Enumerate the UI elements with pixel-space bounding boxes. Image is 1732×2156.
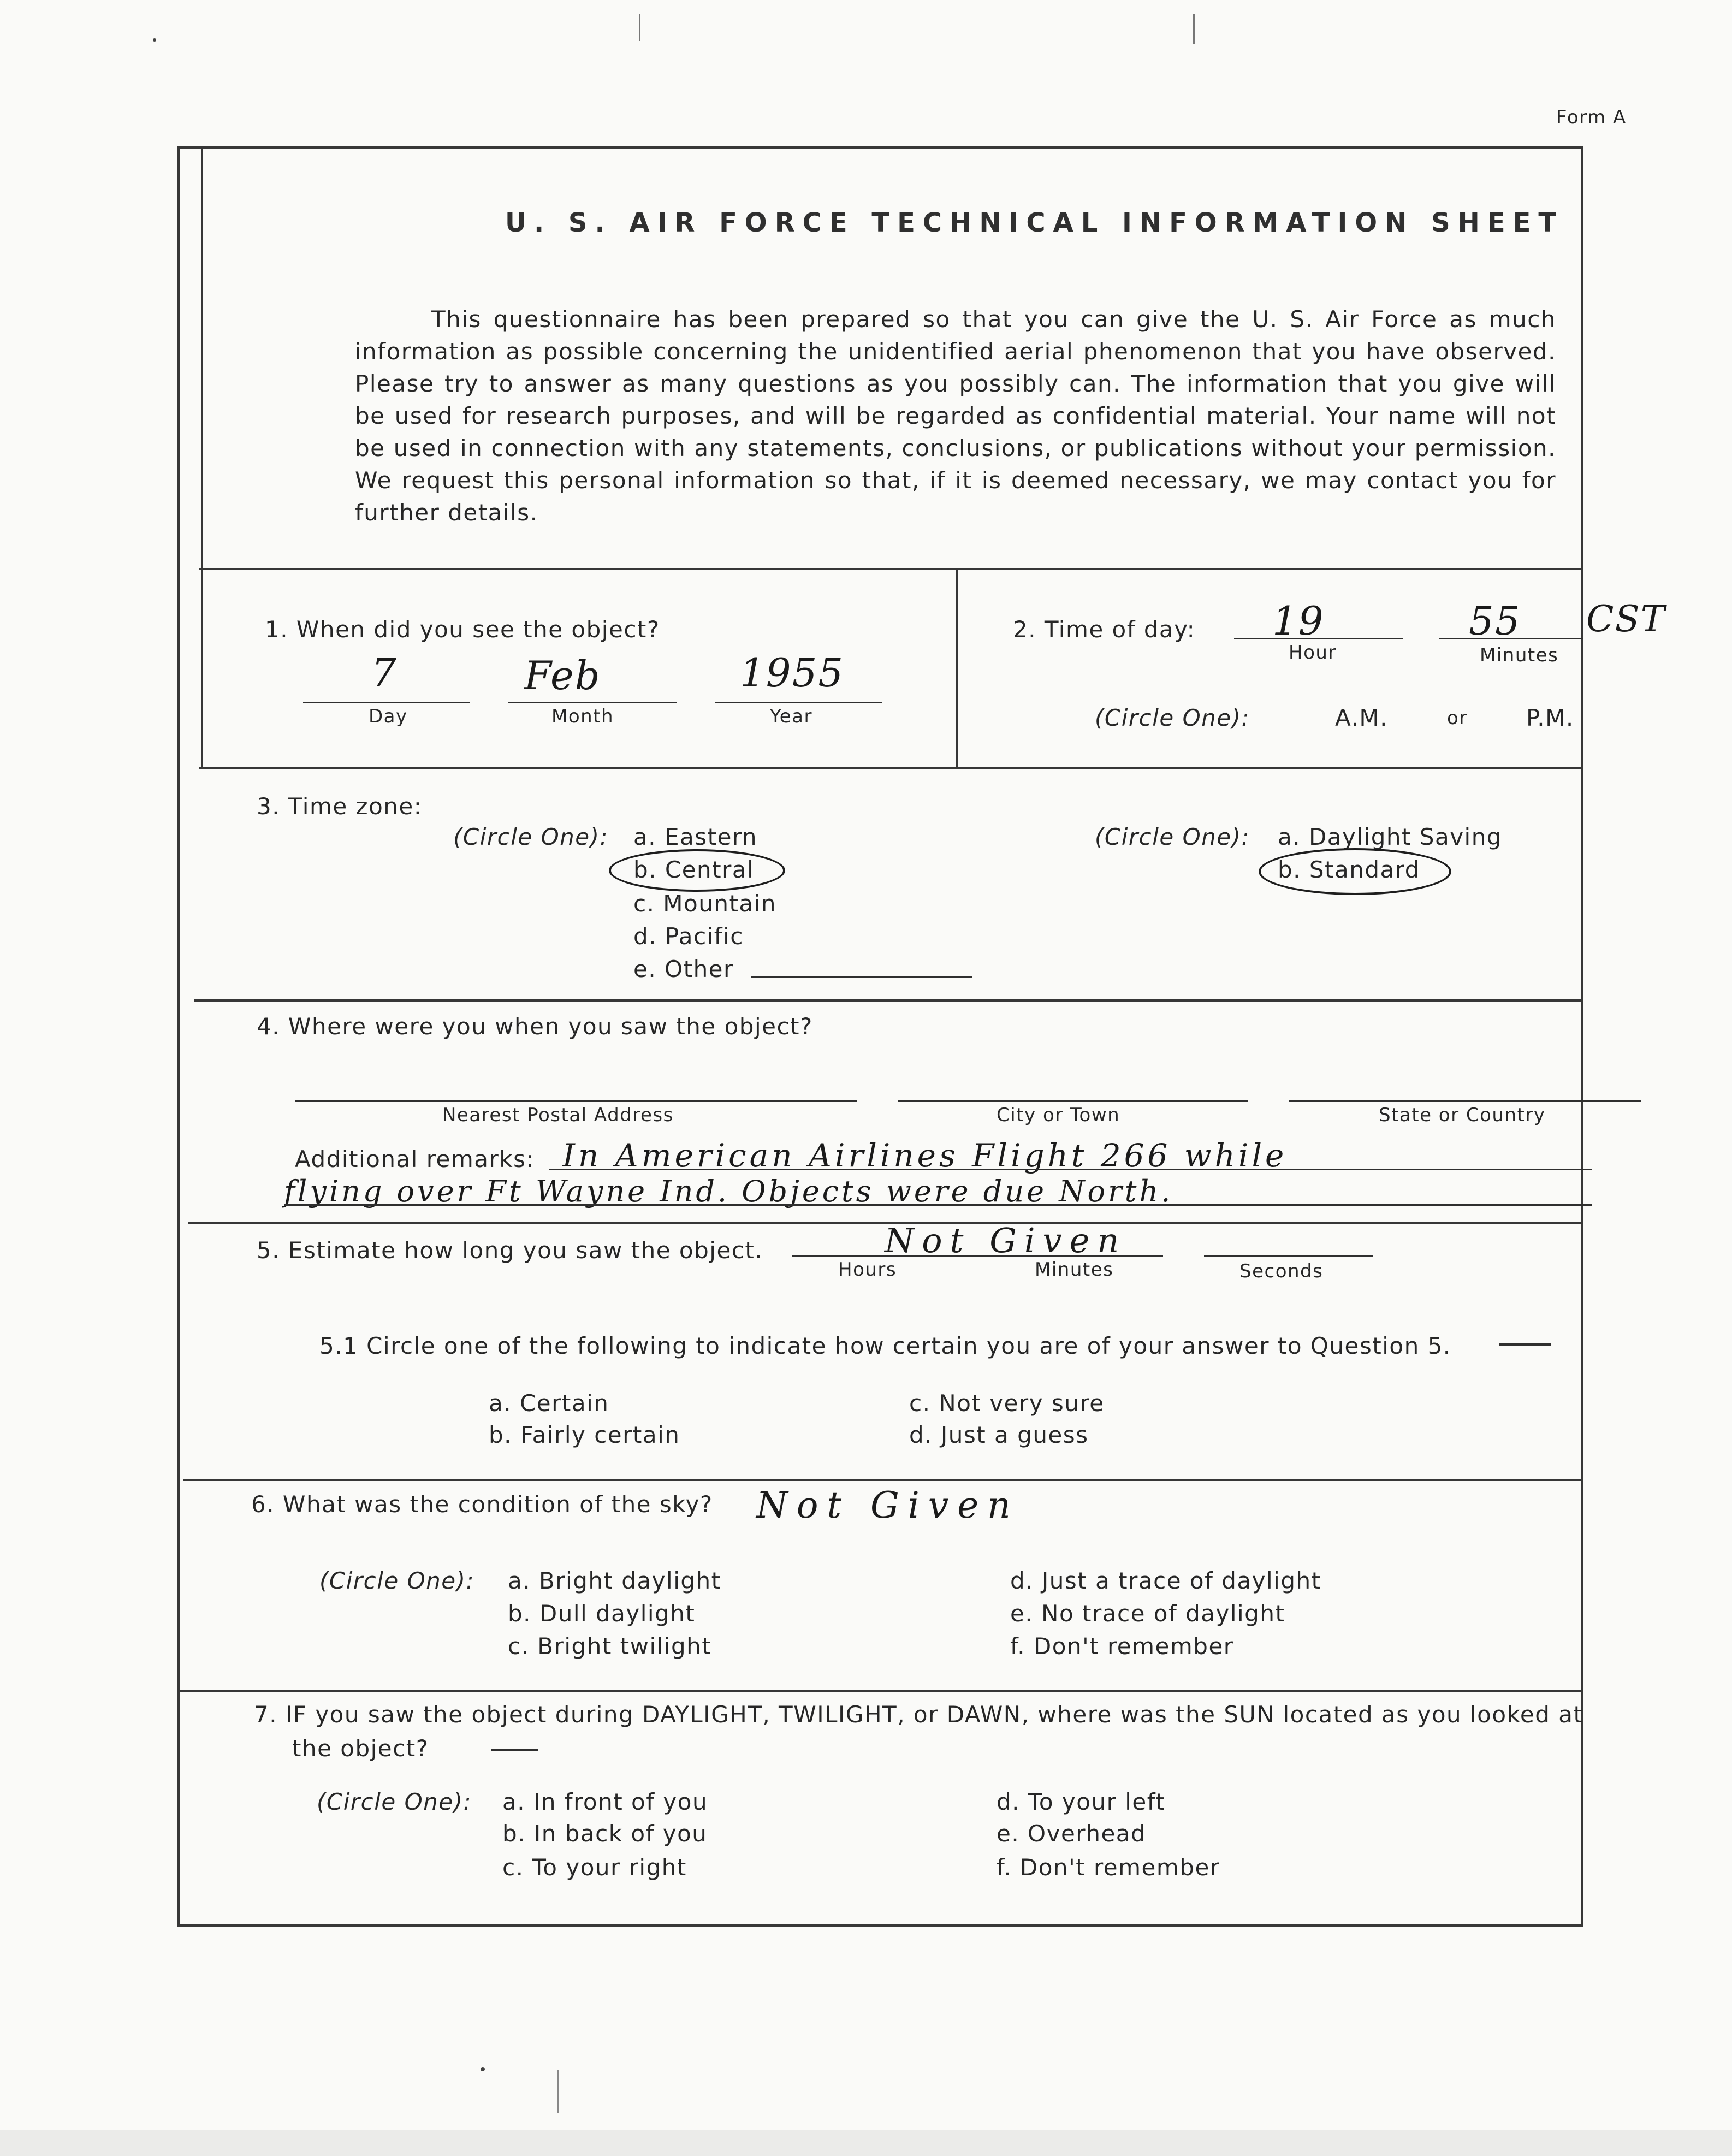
- q2-hour-label: Hour: [1289, 642, 1337, 664]
- q3-standard-selection-circle: [1259, 848, 1451, 895]
- q51-option-just-a-guess[interactable]: d. Just a guess: [909, 1421, 1089, 1448]
- q2-circle-one: (Circle One):: [1095, 704, 1250, 731]
- q6-question: 6. What was the condition of the sky?: [251, 1491, 713, 1518]
- scan-edge: [0, 2130, 1732, 2156]
- q7-option-in-back[interactable]: b. In back of you: [502, 1820, 708, 1847]
- q5-duration-line: [792, 1255, 1163, 1257]
- q1-month-value[interactable]: Feb: [524, 653, 601, 698]
- q3-circle-one: (Circle One):: [453, 824, 609, 850]
- q2-question: 2. Time of day:: [1013, 616, 1196, 643]
- q4-state-label: State or Country: [1379, 1104, 1546, 1126]
- q6-option-no-trace[interactable]: e. No trace of daylight: [1010, 1600, 1285, 1627]
- q5-hours-label: Hours: [838, 1259, 897, 1281]
- q1-year-value[interactable]: 1955: [740, 650, 845, 696]
- divider: [199, 568, 1583, 570]
- q3-other-line: [751, 976, 972, 978]
- q4-remarks-line2[interactable]: flying over Ft Wayne Ind. Objects were due North.: [284, 1174, 1173, 1209]
- q2-minutes-line: [1439, 638, 1583, 639]
- q4-remarks-underline1: [549, 1169, 1592, 1170]
- divider: [199, 767, 1583, 769]
- q2-hour-value[interactable]: 19: [1272, 598, 1325, 644]
- q1-day-line: [303, 702, 470, 703]
- q3-option-other[interactable]: e. Other: [633, 956, 734, 982]
- q3-question: 3. Time zone:: [257, 793, 423, 820]
- q6-option-dull-daylight[interactable]: b. Dull daylight: [508, 1600, 696, 1627]
- q1-month-line: [508, 702, 677, 703]
- q7-option-overhead[interactable]: e. Overhead: [997, 1820, 1147, 1847]
- q3-option-eastern[interactable]: a. Eastern: [633, 824, 758, 850]
- q2-pm-option[interactable]: P.M.: [1526, 704, 1574, 731]
- divider: [180, 1690, 1583, 1692]
- q4-remarks-underline2: [284, 1204, 1592, 1206]
- q5-answer[interactable]: Not Given: [885, 1221, 1127, 1260]
- q1-year-label: Year: [770, 706, 812, 727]
- q7-option-dont-remember[interactable]: f. Don't remember: [997, 1854, 1220, 1881]
- q7-option-in-front[interactable]: a. In front of you: [502, 1788, 708, 1815]
- q51-question: 5.1 Circle one of the following to indicate how certain you are of your answer to Question 5.: [319, 1332, 1451, 1359]
- q4-state-line: [1289, 1100, 1641, 1102]
- page-title: U. S. AIR FORCE TECHNICAL INFORMATION SHEET: [505, 208, 1564, 238]
- q2-zone-note: CST: [1586, 598, 1666, 640]
- scan-mark: [1193, 14, 1195, 44]
- q6-circle-one: (Circle One):: [319, 1567, 475, 1594]
- divider-vertical: [956, 568, 958, 767]
- divider: [183, 1479, 1583, 1481]
- scan-mark: [557, 2070, 559, 2113]
- q4-city-line: [898, 1100, 1248, 1102]
- q1-month-label: Month: [551, 706, 614, 727]
- q4-city-label: City or Town: [997, 1104, 1120, 1126]
- arrow-line-icon: [1499, 1343, 1551, 1346]
- divider: [194, 999, 1583, 1002]
- q2-minutes-value[interactable]: 55: [1469, 598, 1521, 644]
- q3-option-mountain[interactable]: c. Mountain: [633, 890, 776, 917]
- q4-question: 4. Where were you when you saw the object?: [257, 1013, 813, 1040]
- q6-answer[interactable]: Not Given: [756, 1484, 1019, 1526]
- scan-speck: [481, 2067, 485, 2071]
- q5-seconds-line: [1204, 1255, 1373, 1257]
- q3-circle-one-2: (Circle One):: [1095, 824, 1250, 850]
- q5-minutes-label: Minutes: [1035, 1259, 1114, 1281]
- q51-option-fairly-certain[interactable]: b. Fairly certain: [489, 1421, 680, 1448]
- q4-remarks-line1[interactable]: In American Airlines Flight 266 while: [562, 1137, 1288, 1174]
- q3-central-selection-circle: [609, 849, 785, 892]
- q4-postal-line: [295, 1100, 857, 1102]
- form-label: Form A: [1556, 106, 1627, 128]
- q5-seconds-label: Seconds: [1239, 1260, 1324, 1282]
- q3-option-standard[interactable]: b. Standard: [1278, 856, 1420, 883]
- q7-option-right[interactable]: c. To your right: [502, 1854, 687, 1881]
- q1-question: 1. When did you see the object?: [265, 616, 660, 643]
- q6-option-dont-remember[interactable]: f. Don't remember: [1010, 1633, 1234, 1660]
- q6-option-bright-twilight[interactable]: c. Bright twilight: [508, 1633, 712, 1660]
- q4-postal-label: Nearest Postal Address: [442, 1104, 674, 1126]
- q3-option-central[interactable]: b. Central: [633, 856, 755, 883]
- q4-remarks-label: Additional remarks:: [295, 1146, 535, 1172]
- q51-option-not-very-sure[interactable]: c. Not very sure: [909, 1390, 1105, 1417]
- q6-option-trace-of-daylight[interactable]: d. Just a trace of daylight: [1010, 1567, 1321, 1594]
- intro-paragraph: This questionnaire has been prepared so that you can give the U. S. Air Force as much information as possible concerning the unidentified aerial phenomenon that you have observed. Please try to answer as many questions as you possibly can. The information that you give will be used for research purposes, and will be regarded as confidential material. Your name will not be used in connection with any statements, conclusions, or publications without your permission. We request this personal information so that, if it is deemed necessary, we may contact you for further details.: [355, 306, 1556, 526]
- q1-year-line: [715, 702, 882, 703]
- q1-day-value[interactable]: 7: [371, 650, 398, 696]
- scan-mark: [639, 14, 640, 41]
- q7-option-left[interactable]: d. To your left: [997, 1788, 1166, 1815]
- q6-option-bright-daylight[interactable]: a. Bright daylight: [508, 1567, 721, 1594]
- q2-or: or: [1447, 707, 1468, 729]
- q7-question-line2: the object?: [292, 1735, 429, 1762]
- q51-option-certain[interactable]: a. Certain: [489, 1390, 609, 1417]
- q2-hour-line: [1234, 638, 1403, 639]
- q1-day-label: Day: [369, 706, 408, 727]
- q2-minutes-label: Minutes: [1480, 644, 1559, 666]
- q7-question-line1: 7. IF you saw the object during DAYLIGHT, TWILIGHT, or DAWN, where was the SUN located as you looked at: [254, 1701, 1583, 1728]
- q5-question: 5. Estimate how long you saw the object.: [257, 1237, 763, 1264]
- q3-option-pacific[interactable]: d. Pacific: [633, 923, 744, 950]
- divider-vertical: [201, 146, 203, 769]
- q7-circle-one: (Circle One):: [317, 1788, 472, 1815]
- q3-option-daylight-saving[interactable]: a. Daylight Saving: [1278, 824, 1503, 850]
- arrow-line-icon: [491, 1749, 538, 1751]
- scan-speck: [153, 38, 156, 42]
- q2-am-option[interactable]: A.M.: [1335, 704, 1388, 731]
